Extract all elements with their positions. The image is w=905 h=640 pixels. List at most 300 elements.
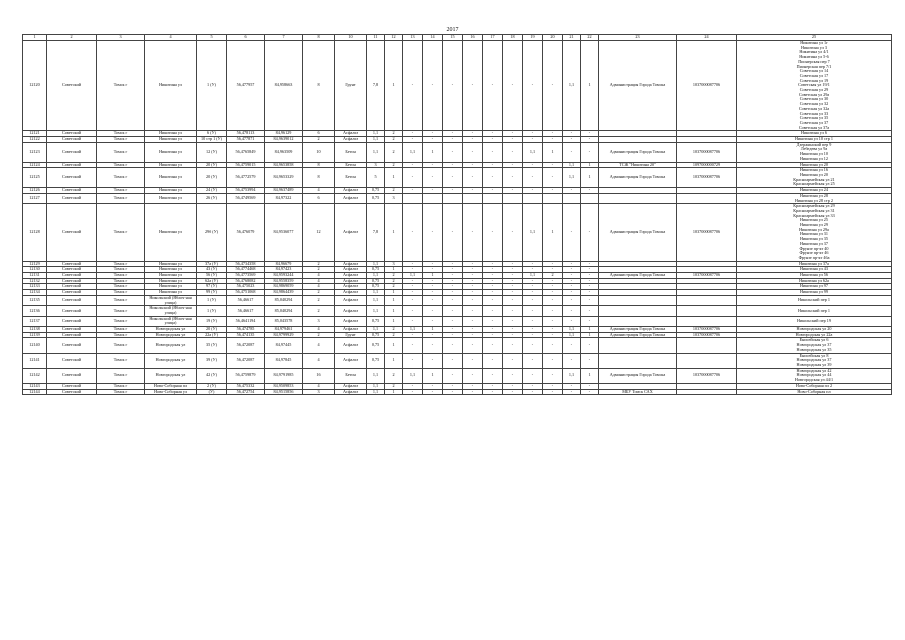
table-cell: 84,9791985 [265, 368, 303, 383]
table-cell: - [503, 261, 523, 267]
table-cell: Томск г [97, 41, 145, 131]
table-cell: 1037000087706 [677, 332, 737, 338]
table-cell: 1 [543, 204, 563, 261]
table-cell: - [563, 389, 581, 395]
table-cell: 84,9558359 [265, 278, 303, 284]
table-cell: - [483, 168, 503, 188]
table-cell: Асфальт [335, 389, 367, 395]
table-cell: - [423, 261, 443, 267]
table-cell: 20 (У) [197, 168, 227, 188]
table-cell: 1037000087706 [677, 368, 737, 383]
table-cell: Администрация Города Томска [599, 142, 677, 162]
table-cell: - [563, 338, 581, 353]
table-cell: 2 (У) [197, 383, 227, 389]
column-header: 25 [737, 35, 892, 41]
table-cell: 12140 [23, 338, 47, 353]
table-cell: 1 [581, 332, 599, 338]
table-cell: - [581, 338, 599, 353]
table-cell: - [543, 338, 563, 353]
table-cell: Советский [47, 204, 97, 261]
table-cell: Томск г [97, 284, 145, 290]
table-cell: 1,1 [403, 273, 423, 279]
table-cell: Советский [47, 327, 97, 333]
table-cell: - [543, 261, 563, 267]
table-cell: Никитина ул [145, 168, 197, 188]
table-cell: - [423, 284, 443, 290]
table-cell: - [423, 316, 443, 326]
table-cell: Томск г [97, 193, 145, 203]
table-cell: 1 [385, 338, 403, 353]
table-cell: 1 [423, 368, 443, 383]
table-cell: - [483, 162, 503, 168]
table-cell: - [443, 168, 463, 188]
table-cell: - [503, 332, 523, 338]
table-cell: 8 [303, 41, 335, 131]
column-header: 6 [227, 35, 265, 41]
table-cell: 1037000087706 [677, 168, 737, 188]
table-cell: - [483, 338, 503, 353]
table-cell [523, 193, 543, 203]
table-cell: Асфальт [335, 353, 367, 368]
table-cell: 56,4774468 [227, 267, 265, 273]
table-cell: Никитина ул [145, 204, 197, 261]
table-cell: - [483, 204, 503, 261]
table-cell: 1 (У) [197, 306, 227, 316]
table-cell: 0,75 [367, 284, 385, 290]
table-body [23, 41, 892, 395]
table-cell: - [443, 278, 463, 284]
table-cell: Томск г [97, 338, 145, 353]
table-cell: 4 [303, 278, 335, 284]
table-cell: 1,1 [367, 142, 385, 162]
table-cell: 56,4753994 [227, 188, 265, 194]
table-cell: Администрация Города Томска [599, 41, 677, 131]
column-header: 2 [47, 35, 97, 41]
table-cell: 4 [303, 383, 335, 389]
table-cell: - [463, 332, 483, 338]
table-cell [677, 193, 737, 203]
table-cell: Никитина ул 1г Никитина ул 3 Никитина ул 4/1 Никитина ул 5-6 Пионерская пер 7 Пионерская пер 7/1 Советская ул 14 Советская ул 17 Советская ул 19 Советская ул 19/1 Советская ул 29 Советская ул 29а Советская ул 30 Советская ул 32 Советская ул 32а Советская ул 33 Советская ул 35 Советская ул 37 Советская ул 37а [737, 41, 892, 131]
table-cell [581, 193, 599, 203]
table-cell: Советский [47, 353, 97, 368]
table-cell: Бетон [335, 368, 367, 383]
table-cell: - [463, 131, 483, 137]
table-cell: Асфальт [335, 278, 367, 284]
table-cell: - [423, 267, 443, 273]
table-cell: Новгородская ул [145, 327, 197, 333]
table-cell: 4 [303, 284, 335, 290]
table-cell: 1,1 [367, 389, 385, 395]
table-cell: 1,1 [563, 332, 581, 338]
table-cell: - [483, 142, 503, 162]
table-cell: Советский [47, 188, 97, 194]
table-cell: - [443, 316, 463, 326]
table-cell: - [563, 204, 581, 261]
table-cell: - [503, 327, 523, 333]
table-cell: 2 [385, 162, 403, 168]
table-cell: Никитина ул 20 [737, 162, 892, 168]
table-cell [677, 338, 737, 353]
table-cell [563, 193, 581, 203]
table-cell: Асфальт [335, 193, 367, 203]
table-cell: - [581, 204, 599, 261]
table-cell [599, 295, 677, 305]
table-cell: 84,9639012 [265, 137, 303, 143]
table-cell: - [543, 131, 563, 137]
table-cell: Томск г [97, 290, 145, 296]
table-cell: Дзержинский пер 9 Лебедева ул 9а Никитина ул 10 Никитина ул 12 [737, 142, 892, 162]
table-row [23, 41, 892, 131]
table-cell: - [581, 284, 599, 290]
table-cell: - [563, 353, 581, 368]
table-cell: 0,75 [367, 188, 385, 194]
table-cell: 1,1 [367, 137, 385, 143]
table-cell: - [523, 168, 543, 188]
table-cell: - [581, 142, 599, 162]
table-cell: Грунт [335, 41, 367, 131]
table-cell: 1037000087706 [677, 142, 737, 162]
table-cell: 84,9869059 [265, 284, 303, 290]
table-cell: - [483, 353, 503, 368]
table-cell: - [403, 162, 423, 168]
table-cell: 2 [303, 137, 335, 143]
table-cell: - [503, 267, 523, 273]
table-cell: 56,4734358 [227, 261, 265, 267]
table-cell: - [543, 137, 563, 143]
table-cell: - [403, 290, 423, 296]
table-cell: - [423, 338, 443, 353]
table-cell: 1 [581, 368, 599, 383]
table-cell: Ново-Соборная ул [145, 389, 197, 395]
table-cell [599, 193, 677, 203]
table-cell: 1 (У) [197, 41, 227, 131]
table-cell: Никитина ул [145, 142, 197, 162]
table-cell: 16 [303, 368, 335, 383]
table-cell: Томск г [97, 327, 145, 333]
table-cell: 12143 [23, 383, 47, 389]
table-cell: 99 (У) [197, 290, 227, 296]
table-cell: Администрация Города Томска [599, 204, 677, 261]
table-cell: Никитина ул [145, 284, 197, 290]
table-cell: 2 [385, 131, 403, 137]
table-cell: 84,97423 [265, 267, 303, 273]
table-cell: 1,1 [367, 368, 385, 383]
table-cell: 12123 [23, 142, 47, 162]
table-cell: - [403, 204, 423, 261]
column-header: 13 [403, 35, 423, 41]
table-cell: - [483, 273, 503, 279]
table-cell: 1,1 [367, 383, 385, 389]
column-header: 3 [97, 35, 145, 41]
table-cell: - [503, 383, 523, 389]
table-cell: - [483, 261, 503, 267]
table-cell: 20 (У) [197, 162, 227, 168]
table-cell: 2 [385, 284, 403, 290]
table-cell [677, 306, 737, 316]
table-cell: - [503, 316, 523, 326]
table-cell: - [483, 284, 503, 290]
table-cell: - [503, 290, 523, 296]
table-cell: Новгородская ул [145, 338, 197, 353]
table-cell: - [563, 290, 581, 296]
table-cell: 56,4773569 [227, 273, 265, 279]
table-cell: 12 [303, 204, 335, 261]
table-cell: - [463, 142, 483, 162]
column-header: 8 [303, 35, 335, 41]
table-cell: - [443, 389, 463, 395]
table-cell: 84,97845 [265, 353, 303, 368]
table-cell: - [523, 306, 543, 316]
column-header: 15 [443, 35, 463, 41]
table-cell: 3 [385, 261, 403, 267]
table-cell: Томск г [97, 131, 145, 137]
table-cell [463, 193, 483, 203]
table-cell: 12120 [23, 41, 47, 131]
table-cell: 85,040294 [265, 306, 303, 316]
table-cell: Асфальт [335, 188, 367, 194]
table-cell: 56,474135 [227, 332, 265, 338]
table-cell: - [403, 188, 423, 194]
table-cell: Администрация Города Томска [599, 368, 677, 383]
table-cell: 84,9637489 [265, 188, 303, 194]
table-cell: - [403, 306, 423, 316]
table-cell: - [503, 306, 523, 316]
table-cell: Асфальт [335, 316, 367, 326]
table-cell: 12129 [23, 261, 47, 267]
column-header: 19 [523, 35, 543, 41]
table-cell: 1 [385, 295, 403, 305]
table-cell: 2 [303, 267, 335, 273]
table-cell: 1,1 [563, 41, 581, 131]
table-cell: - [543, 188, 563, 194]
table-cell: Томск г [97, 162, 145, 168]
table-cell: - [443, 327, 463, 333]
table-cell: 56 (У) [197, 273, 227, 279]
table-cell: - [523, 316, 543, 326]
table-cell: 1 [581, 168, 599, 188]
table-cell: 12137 [23, 316, 47, 326]
table-cell: 3 [303, 389, 335, 395]
table-cell: - [563, 306, 581, 316]
table-cell: Никитина ул [145, 188, 197, 194]
table-cell: Асфальт [335, 267, 367, 273]
table-cell: - [523, 290, 543, 296]
table-cell: 56,4765849 [227, 142, 265, 162]
table-cell: 2 [385, 273, 403, 279]
table-cell: Никольский (Яблоч-ная улица) [145, 316, 197, 326]
table-cell: Новгородская ул [145, 332, 197, 338]
table-cell: 4 [303, 188, 335, 194]
table-cell: 29б (У) [197, 204, 227, 261]
table-cell: - [523, 338, 543, 353]
table-cell: 56,4772579 [227, 168, 265, 188]
column-header: 20 [543, 35, 563, 41]
table-cell: 1,1 [367, 131, 385, 137]
table-cell: - [483, 41, 503, 131]
table-cell: Томск г [97, 204, 145, 261]
table-cell: Никитина ул [145, 278, 197, 284]
table-cell: 84,9799929 [265, 332, 303, 338]
table-cell: - [581, 290, 599, 296]
table-cell: Советский [47, 41, 97, 131]
table-cell: - [563, 278, 581, 284]
table-cell: - [563, 273, 581, 279]
table-cell: Советский [47, 168, 97, 188]
table-cell: 1 [385, 267, 403, 273]
table-cell: Советский [47, 295, 97, 305]
table-row [23, 306, 892, 316]
table-cell [677, 295, 737, 305]
table-cell: - [503, 284, 523, 290]
table-cell: 84,9653858 [265, 162, 303, 168]
table-cell: - [403, 383, 423, 389]
table-cell: 12132 [23, 278, 47, 284]
table-cell: Томск г [97, 316, 145, 326]
table-cell: - [463, 137, 483, 143]
table-cell [599, 306, 677, 316]
table-cell: 0,75 [367, 278, 385, 284]
column-header: 1 [23, 35, 47, 41]
table-cell: - [563, 137, 581, 143]
table-cell: Никитина ул 16 Никитина ул 20 Красноармейская ул 21 Красноармейская ул 25 [737, 168, 892, 188]
table-cell: 12134 [23, 290, 47, 296]
table-cell: 1037000087706 [677, 41, 737, 131]
table-cell: - [423, 41, 443, 131]
table-cell: - [463, 278, 483, 284]
table-cell: Советский [47, 137, 97, 143]
table-cell: Томск г [97, 389, 145, 395]
table-cell: Грунт [335, 332, 367, 338]
table-cell: Асфальт [335, 273, 367, 279]
table-cell: - [443, 284, 463, 290]
table-cell: МБУ Томск САХ [599, 389, 677, 395]
table-cell: Советский [47, 389, 97, 395]
table-cell: Никитина ул [145, 290, 197, 296]
table-cell: Никитина ул 6 [737, 131, 892, 137]
table-cell: 42 (У) [197, 368, 227, 383]
table-cell: - [483, 267, 503, 273]
table-cell: 1 [543, 142, 563, 162]
table-cell: 56,478113 [227, 131, 265, 137]
table-cell: 85,043578 [265, 316, 303, 326]
table-cell: - [463, 290, 483, 296]
table-cell: - [581, 383, 599, 389]
table-cell: - [543, 267, 563, 273]
table-cell: 1,1 [563, 368, 581, 383]
table-cell: Администрация Города Томска [599, 168, 677, 188]
table-cell: - [443, 338, 463, 353]
table-cell: 12127 [23, 193, 47, 203]
table-cell: Советский [47, 290, 97, 296]
column-header: 23 [599, 35, 677, 41]
table-cell: - [403, 295, 423, 305]
table-cell: - [563, 316, 581, 326]
table-cell: Никитина ул [145, 193, 197, 203]
table-cell: Советский [47, 383, 97, 389]
table-cell: - [463, 267, 483, 273]
table-cell: 3 [385, 193, 403, 203]
table-cell: Советский [47, 261, 97, 267]
table-cell: - [503, 295, 523, 305]
table-cell: 2 [543, 273, 563, 279]
table-cell: - [463, 188, 483, 194]
table-cell: 56,476079 [227, 204, 265, 261]
table-cell: Советский [47, 193, 97, 203]
table-cell: 1 [385, 204, 403, 261]
table-cell: 43 (У) [197, 267, 227, 273]
table-cell: 1 [385, 168, 403, 188]
table-cell: - [403, 284, 423, 290]
table-cell: - [463, 41, 483, 131]
table-cell: - [443, 273, 463, 279]
table-cell: Никитина ул 28 Никитина ул 28 стр 2 [737, 193, 892, 203]
table-cell: 1 [385, 306, 403, 316]
table-cell: 8 [303, 162, 335, 168]
table-cell: 56,475332 [227, 383, 265, 389]
column-header: 18 [503, 35, 523, 41]
table-cell: - [423, 204, 443, 261]
table-cell: Томск г [97, 261, 145, 267]
table-cell: 12133 [23, 284, 47, 290]
table-cell: - [403, 353, 423, 368]
table-cell: 1097000000729 [677, 162, 737, 168]
table-cell: 84,9515856 [265, 389, 303, 395]
table-cell: - [581, 188, 599, 194]
table-cell: - [443, 332, 463, 338]
table-cell: Асфальт [335, 338, 367, 353]
table-cell: - [443, 188, 463, 194]
table-cell: - [581, 389, 599, 395]
table-cell: 2 [303, 332, 335, 338]
table-cell: Ново-Соборная пл [145, 383, 197, 389]
table-cell: - [563, 142, 581, 162]
table-cell: 4 [303, 327, 335, 333]
table-cell: 7,8 [367, 204, 385, 261]
table-cell: 56,46617 [227, 306, 265, 316]
table-cell: 1,1 [367, 295, 385, 305]
table-cell [677, 316, 737, 326]
table-cell: - [463, 316, 483, 326]
table-cell: - [403, 332, 423, 338]
table-cell: 4 [303, 338, 335, 353]
table-cell: Томск г [97, 383, 145, 389]
table-cell: - [563, 383, 581, 389]
table-cell: Советский [47, 316, 97, 326]
table-cell: Новгородская ул [145, 368, 197, 383]
table-cell: - [523, 278, 543, 284]
table-cell: Советский [47, 267, 97, 273]
table-cell: 1,1 [523, 273, 543, 279]
table-cell: - [423, 306, 443, 316]
table-cell: - [503, 137, 523, 143]
table-cell: 2 [385, 327, 403, 333]
table-cell: Енисейская ул 8 Новгородская ул 37 Новгородская ул 39 [737, 353, 892, 368]
table-cell: ТСЖ "Никитина 20" [599, 162, 677, 168]
table-cell: 56,475023 [227, 284, 265, 290]
table-row [23, 142, 892, 162]
table-cell: - [483, 188, 503, 194]
table-cell: - [503, 389, 523, 395]
table-cell [443, 193, 463, 203]
column-header: 24 [677, 35, 737, 41]
table-row [23, 295, 892, 305]
table-cell: - [443, 353, 463, 368]
column-header: 10 [335, 35, 367, 41]
table-cell: Ново-Соборная пл [737, 389, 892, 395]
table-cell: - [483, 278, 503, 284]
table-cell: 12139 [23, 332, 47, 338]
table-cell: Асфальт [335, 137, 367, 143]
